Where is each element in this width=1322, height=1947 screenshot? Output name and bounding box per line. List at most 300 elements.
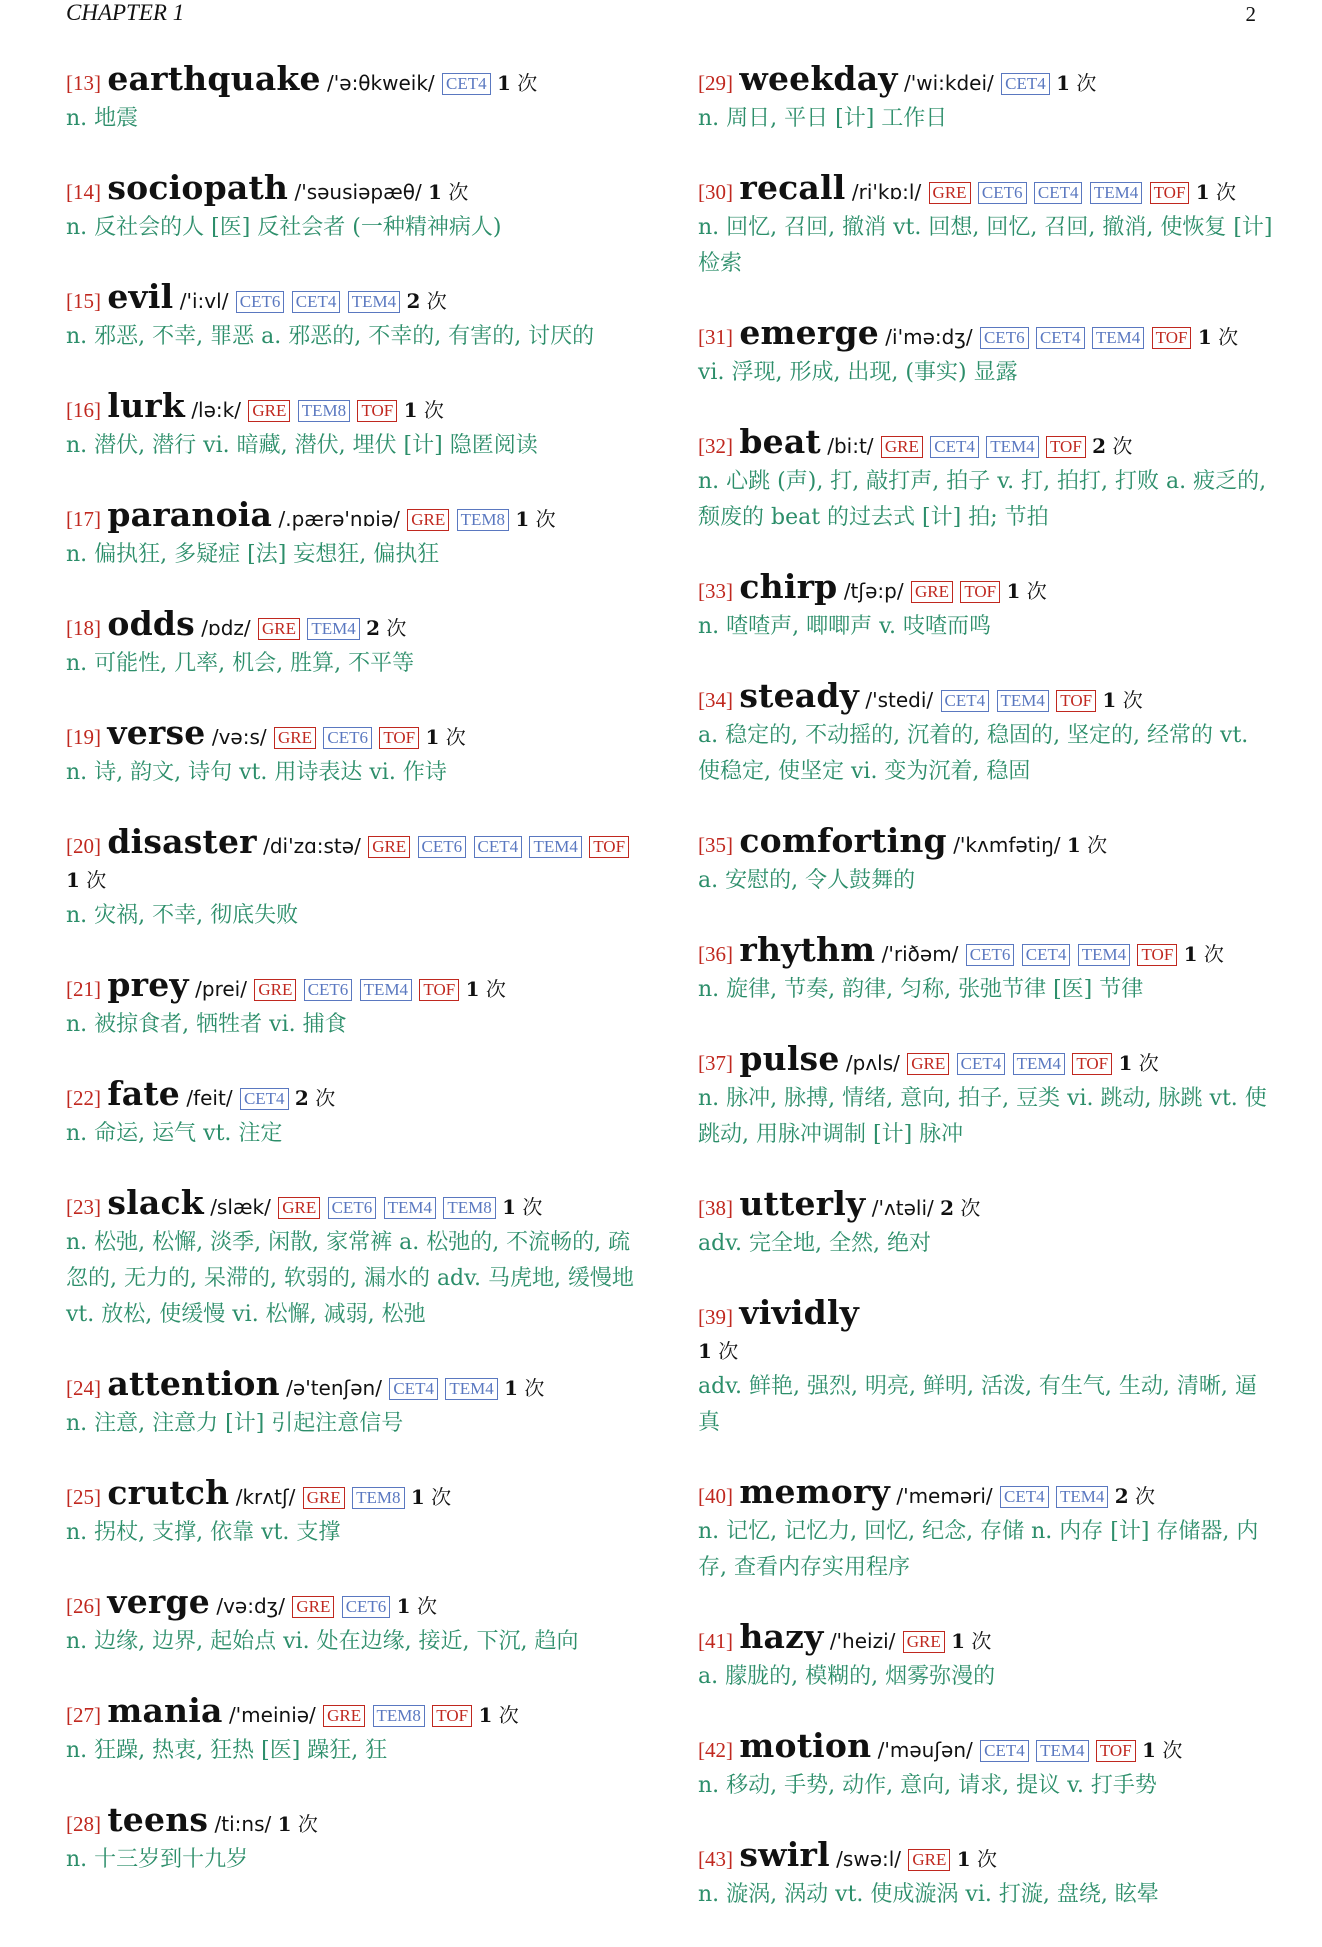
entry-definition: n. 拐杖, 支撑, 依靠 vt. 支撑 bbox=[66, 1520, 341, 1545]
exam-tag: TEM4 bbox=[529, 836, 581, 858]
entry-index: [35] bbox=[698, 833, 733, 857]
entry-phonetic: /və:s/ bbox=[211, 725, 267, 749]
occurrence-unit: 次 bbox=[1203, 942, 1224, 966]
occurrence-unit: 次 bbox=[386, 616, 407, 640]
exam-tag: GRE bbox=[323, 1705, 365, 1727]
chapter-title: CHAPTER 1 bbox=[66, 0, 185, 25]
entry-index: [21] bbox=[66, 977, 101, 1001]
vocab-entry bbox=[698, 1293, 1273, 1441]
exam-tag: CET6 bbox=[304, 979, 353, 1001]
entry-phonetic: /krʌtʃ/ bbox=[235, 1485, 296, 1509]
entry-word: odds bbox=[107, 604, 195, 643]
exam-tag: TEM4 bbox=[445, 1378, 497, 1400]
entry-phonetic: /slæk/ bbox=[210, 1195, 271, 1219]
exam-tag: TEM8 bbox=[352, 1487, 404, 1509]
entry-phonetic: /'meməri/ bbox=[896, 1484, 993, 1508]
exam-tag: CET4 bbox=[957, 1053, 1006, 1075]
occurrence-unit: 次 bbox=[535, 507, 556, 531]
vocab-entry bbox=[698, 567, 1273, 645]
entry-definition: n. 反社会的人 [医] 反社会者 (一种精神病人) bbox=[66, 215, 502, 240]
exam-tag: TEM4 bbox=[384, 1197, 436, 1219]
entry-index: [32] bbox=[698, 434, 733, 458]
entry-definition: n. 可能性, 几率, 机会, 胜算, 不平等 bbox=[66, 651, 415, 676]
entry-index: [40] bbox=[698, 1484, 733, 1508]
exam-tag: TEM4 bbox=[1090, 182, 1142, 204]
entry-word: evil bbox=[107, 277, 174, 316]
entry-definition: n. 灾祸, 不幸, 彻底失败 bbox=[66, 903, 299, 928]
occurrence-count: 1 bbox=[497, 71, 511, 95]
exam-tag: TOF bbox=[1072, 1053, 1112, 1075]
vocab-entry bbox=[66, 1074, 646, 1152]
entry-headline bbox=[66, 59, 646, 100]
occurrence-count: 1 bbox=[465, 977, 480, 1001]
vocab-entry bbox=[66, 822, 646, 934]
exam-tag: TOF bbox=[432, 1705, 472, 1727]
vocab-entry bbox=[698, 59, 1273, 137]
occurrence-count: 2 bbox=[406, 289, 421, 313]
entry-index: [20] bbox=[66, 834, 101, 858]
entry-word: comforting bbox=[739, 821, 947, 860]
exam-tag: GRE bbox=[881, 436, 923, 458]
exam-tag: GRE bbox=[407, 509, 449, 531]
entry-index: [27] bbox=[66, 1703, 101, 1727]
entry-index: [42] bbox=[698, 1738, 733, 1762]
exam-tag: CET4 bbox=[1001, 73, 1050, 95]
exam-tag: TOF bbox=[1046, 436, 1086, 458]
exam-tag: TEM8 bbox=[443, 1197, 495, 1219]
occurrence-count: 1 bbox=[403, 398, 418, 422]
entry-index: [16] bbox=[66, 398, 101, 422]
entry-headline bbox=[698, 422, 1273, 463]
entry-word: slack bbox=[107, 1183, 204, 1222]
entry-word: mania bbox=[107, 1691, 223, 1730]
exam-tag: TEM4 bbox=[348, 291, 400, 313]
occurrence-unit: 次 bbox=[977, 1847, 998, 1871]
exam-tag: GRE bbox=[303, 1487, 345, 1509]
exam-tag: TEM4 bbox=[1056, 1486, 1108, 1508]
entry-definition: n. 周日, 平日 [计] 工作日 bbox=[698, 106, 948, 131]
entry-headline bbox=[66, 1800, 646, 1841]
entry-phonetic: /'meiniə/ bbox=[228, 1703, 316, 1727]
entry-definition: n. 回忆, 召回, 撤消 vt. 回想, 回忆, 召回, 撤消, 使恢复 [计] 检索 bbox=[698, 215, 1273, 276]
entry-phonetic: /tʃə:p/ bbox=[843, 579, 904, 603]
occurrence-unit: 次 bbox=[1162, 1738, 1183, 1762]
entry-phonetic: /bi:t/ bbox=[827, 434, 874, 458]
occurrence-count: 1 bbox=[1102, 688, 1117, 712]
vocab-entry bbox=[66, 386, 646, 464]
exam-tag: CET4 bbox=[240, 1088, 289, 1110]
entry-phonetic: /ri'kɒ:l/ bbox=[851, 180, 922, 204]
exam-tag: CET6 bbox=[323, 727, 372, 749]
page-number: 2 bbox=[1245, 2, 1256, 26]
vocab-entry bbox=[66, 168, 646, 246]
entry-index: [19] bbox=[66, 725, 101, 749]
entry-headline bbox=[698, 168, 1273, 209]
exam-tag: TEM4 bbox=[997, 690, 1049, 712]
entry-definition: a. 安慰的, 令人鼓舞的 bbox=[698, 868, 916, 893]
exam-tag: GRE bbox=[908, 1849, 950, 1871]
vocab-entry bbox=[66, 965, 646, 1043]
occurrence-count: 1 bbox=[1183, 942, 1198, 966]
entry-word: lurk bbox=[107, 386, 185, 425]
exam-tag: CET4 bbox=[980, 1740, 1029, 1762]
left-column bbox=[66, 59, 646, 1912]
exam-tag: GRE bbox=[248, 400, 290, 422]
entry-headline bbox=[66, 1691, 646, 1732]
entry-word: crutch bbox=[107, 1473, 230, 1512]
entry-definition: n. 松弛, 松懈, 淡季, 闲散, 家常裤 a. 松弛的, 不流畅的, 疏忽的, 无力的, 呆滞的, 软弱的, 漏水的 adv. 马虎地, 缓慢地 vt. 放松, 使缓慢 vi. 松懈, 减弱, 松弛 bbox=[66, 1230, 634, 1327]
occurrence-unit: 次 bbox=[1218, 325, 1239, 349]
occurrence-count: 1 bbox=[698, 1339, 712, 1363]
vocab-entry bbox=[66, 713, 646, 791]
entry-index: [30] bbox=[698, 180, 733, 204]
vocab-entry bbox=[66, 1800, 646, 1878]
exam-tag: TEM4 bbox=[1092, 327, 1144, 349]
entry-phonetic: /i'mə:dʒ/ bbox=[885, 325, 973, 349]
entry-word: verge bbox=[107, 1582, 210, 1621]
occurrence-unit: 次 bbox=[971, 1629, 992, 1653]
entry-headline bbox=[698, 1293, 1273, 1368]
exam-tag: CET4 bbox=[941, 690, 990, 712]
entry-word: fate bbox=[107, 1074, 180, 1113]
entry-definition: n. 脉冲, 脉搏, 情绪, 意向, 拍子, 豆类 vi. 跳动, 脉跳 vt. 使跳动, 用脉冲调制 [计] 脉冲 bbox=[698, 1086, 1267, 1147]
entry-word: beat bbox=[739, 422, 821, 461]
exam-tag: CET6 bbox=[342, 1596, 391, 1618]
occurrence-count: 1 bbox=[277, 1812, 292, 1836]
vocab-entry bbox=[698, 422, 1273, 536]
entry-index: [28] bbox=[66, 1812, 101, 1836]
vocab-entry bbox=[698, 1617, 1273, 1695]
entry-word: steady bbox=[739, 676, 860, 715]
occurrence-count: 1 bbox=[1195, 180, 1210, 204]
entry-index: [34] bbox=[698, 688, 733, 712]
entry-word: hazy bbox=[739, 1617, 824, 1656]
entry-index: [14] bbox=[66, 180, 101, 204]
entry-phonetic: /lə:k/ bbox=[191, 398, 241, 422]
entry-definition: n. 边缘, 边界, 起始点 vi. 处在边缘, 接近, 下沉, 趋向 bbox=[66, 1629, 579, 1654]
exam-tag: TEM4 bbox=[986, 436, 1038, 458]
entry-word: emerge bbox=[739, 313, 879, 352]
entry-headline bbox=[66, 965, 646, 1006]
exam-tag: TEM4 bbox=[1013, 1053, 1065, 1075]
exam-tag: CET4 bbox=[389, 1378, 438, 1400]
occurrence-count: 1 bbox=[478, 1703, 493, 1727]
entry-phonetic: /və:dʒ/ bbox=[216, 1594, 285, 1618]
entry-headline bbox=[698, 1726, 1273, 1767]
exam-tag: TOF bbox=[357, 400, 397, 422]
entry-index: [38] bbox=[698, 1196, 733, 1220]
entry-phonetic: /'səusiəpæθ/ bbox=[294, 180, 422, 204]
vocab-entry bbox=[698, 1039, 1273, 1153]
exam-tag: GRE bbox=[368, 836, 410, 858]
occurrence-unit: 次 bbox=[1122, 688, 1143, 712]
entry-index: [33] bbox=[698, 579, 733, 603]
exam-tag: CET6 bbox=[418, 836, 467, 858]
entry-phonetic: /'ə:θkweik/ bbox=[327, 71, 435, 95]
exam-tag: CET4 bbox=[1036, 327, 1085, 349]
occurrence-count: 1 bbox=[1006, 579, 1021, 603]
vocab-entry bbox=[66, 604, 646, 682]
entry-index: [23] bbox=[66, 1195, 101, 1219]
entry-index: [24] bbox=[66, 1376, 101, 1400]
vocab-entry bbox=[698, 676, 1273, 790]
exam-tag: TOF bbox=[379, 727, 419, 749]
exam-tag: TOF bbox=[1056, 690, 1096, 712]
entry-headline bbox=[698, 1472, 1273, 1513]
right-column bbox=[698, 59, 1273, 1947]
entry-headline bbox=[698, 59, 1273, 100]
exam-tag: GRE bbox=[903, 1631, 945, 1653]
vocab-entry bbox=[66, 1473, 646, 1551]
exam-tag: GRE bbox=[907, 1053, 949, 1075]
entry-definition: a. 稳定的, 不动摇的, 沉着的, 稳固的, 坚定的, 经常的 vt. 使稳定, 使坚定 vi. 变为沉着, 稳固 bbox=[698, 723, 1249, 784]
occurrence-count: 1 bbox=[502, 1195, 516, 1219]
entry-word: motion bbox=[739, 1726, 872, 1765]
exam-tag: TOF bbox=[419, 979, 459, 1001]
entry-index: [43] bbox=[698, 1847, 733, 1871]
occurrence-unit: 次 bbox=[416, 1594, 437, 1618]
entry-word: weekday bbox=[739, 59, 898, 98]
vocab-entry bbox=[66, 59, 646, 137]
occurrence-unit: 次 bbox=[485, 977, 506, 1001]
entry-index: [29] bbox=[698, 71, 733, 95]
entry-word: earthquake bbox=[107, 59, 321, 98]
exam-tag: CET4 bbox=[930, 436, 979, 458]
entry-phonetic: /feit/ bbox=[186, 1086, 233, 1110]
entry-definition: a. 朦胧的, 模糊的, 烟雾弥漫的 bbox=[698, 1664, 996, 1689]
vocab-entry bbox=[698, 821, 1273, 899]
entry-definition: n. 十三岁到十九岁 bbox=[66, 1847, 249, 1872]
exam-tag: CET6 bbox=[978, 182, 1027, 204]
exam-tag: CET4 bbox=[1000, 1486, 1049, 1508]
entry-definition: n. 注意, 注意力 [计] 引起注意信号 bbox=[66, 1411, 404, 1436]
exam-tag: GRE bbox=[929, 182, 971, 204]
exam-tag: TOF bbox=[1137, 944, 1177, 966]
vocab-entry bbox=[698, 313, 1273, 391]
entry-phonetic: /ti:ns/ bbox=[214, 1812, 272, 1836]
exam-tag: TEM4 bbox=[1078, 944, 1130, 966]
vocab-entry bbox=[66, 495, 646, 573]
vocab-entry bbox=[66, 1691, 646, 1769]
occurrence-unit: 次 bbox=[517, 71, 538, 95]
exam-tag: GRE bbox=[292, 1596, 334, 1618]
entry-word: sociopath bbox=[107, 168, 289, 207]
vocab-entry bbox=[698, 1726, 1273, 1804]
occurrence-count: 2 bbox=[294, 1086, 309, 1110]
occurrence-count: 1 bbox=[66, 868, 80, 892]
exam-tag: TEM8 bbox=[298, 400, 350, 422]
occurrence-count: 1 bbox=[956, 1847, 971, 1871]
entry-headline bbox=[66, 495, 646, 536]
entry-headline bbox=[698, 1835, 1273, 1876]
entry-headline bbox=[698, 1184, 1273, 1225]
entry-index: [13] bbox=[66, 71, 101, 95]
entry-phonetic: /'kʌmfətiŋ/ bbox=[953, 833, 1061, 857]
entry-definition: n. 旋律, 节奏, 韵律, 匀称, 张弛节律 [医] 节律 bbox=[698, 977, 1144, 1002]
entry-phonetic: /'heizi/ bbox=[829, 1629, 896, 1653]
entry-index: [37] bbox=[698, 1051, 733, 1075]
entry-definition: adv. 鲜艳, 强烈, 明亮, 鲜明, 活泼, 有生气, 生动, 清晰, 逼真 bbox=[698, 1374, 1257, 1435]
entry-definition: adv. 完全地, 全然, 绝对 bbox=[698, 1231, 931, 1256]
entry-definition: n. 记忆, 记忆力, 回忆, 纪念, 存储 n. 内存 [计] 存储器, 内存, 查看内存实用程序 bbox=[698, 1519, 1259, 1580]
entry-index: [31] bbox=[698, 325, 733, 349]
entry-headline bbox=[66, 713, 646, 754]
vocab-entry bbox=[66, 1364, 646, 1442]
entry-definition: n. 命运, 运气 vt. 注定 bbox=[66, 1121, 283, 1146]
entry-headline bbox=[698, 1617, 1273, 1658]
entry-headline bbox=[66, 386, 646, 427]
entry-headline bbox=[66, 1473, 646, 1514]
entry-phonetic: /'məuʃən/ bbox=[877, 1738, 973, 1762]
entry-index: [26] bbox=[66, 1594, 101, 1618]
exam-tag: CET4 bbox=[292, 291, 341, 313]
occurrence-count: 1 bbox=[504, 1376, 518, 1400]
exam-tag: GRE bbox=[274, 727, 316, 749]
occurrence-unit: 次 bbox=[448, 180, 469, 204]
occurrence-count: 2 bbox=[1092, 434, 1107, 458]
entry-definition: n. 狂躁, 热衷, 狂热 [医] 躁狂, 狂 bbox=[66, 1738, 388, 1763]
occurrence-unit: 次 bbox=[960, 1196, 981, 1220]
exam-tag: TOF bbox=[1150, 182, 1190, 204]
entry-headline bbox=[698, 1039, 1273, 1080]
page-header bbox=[66, 0, 1256, 30]
occurrence-unit: 次 bbox=[522, 1195, 543, 1219]
entry-phonetic: /'i:vl/ bbox=[179, 289, 229, 313]
entry-definition: n. 被掠食者, 牺牲者 vi. 捕食 bbox=[66, 1012, 347, 1037]
exam-tag: TEM4 bbox=[360, 979, 412, 1001]
exam-tag: TEM8 bbox=[457, 509, 509, 531]
occurrence-unit: 次 bbox=[1216, 180, 1237, 204]
exam-tag: GRE bbox=[254, 979, 296, 1001]
exam-tag: TOF bbox=[589, 836, 629, 858]
exam-tag: CET6 bbox=[966, 944, 1015, 966]
entry-headline bbox=[66, 822, 646, 897]
entry-index: [41] bbox=[698, 1629, 733, 1653]
exam-tag: TEM4 bbox=[1036, 1740, 1088, 1762]
entry-word: recall bbox=[739, 168, 846, 207]
entry-phonetic: /ə'tenʃən/ bbox=[286, 1376, 382, 1400]
occurrence-unit: 次 bbox=[423, 398, 444, 422]
entry-definition: n. 心跳 (声), 打, 敲打声, 拍子 v. 打, 拍打, 打败 a. 疲乏的, 颓废的 beat 的过去式 [计] 拍; 节拍 bbox=[698, 469, 1267, 530]
occurrence-unit: 次 bbox=[1112, 434, 1133, 458]
entry-word: paranoia bbox=[107, 495, 273, 534]
entry-headline bbox=[698, 821, 1273, 862]
entry-definition: n. 诗, 韵文, 诗句 vt. 用诗表达 vi. 作诗 bbox=[66, 760, 447, 785]
occurrence-count: 2 bbox=[1114, 1484, 1129, 1508]
occurrence-count: 1 bbox=[425, 725, 440, 749]
entry-word: prey bbox=[107, 965, 189, 1004]
entry-phonetic: /'riðəm/ bbox=[881, 942, 959, 966]
vocab-entry bbox=[698, 930, 1273, 1008]
entry-word: rhythm bbox=[739, 930, 876, 969]
occurrence-unit: 次 bbox=[431, 1485, 452, 1509]
entry-phonetic: /ɒdz/ bbox=[201, 616, 251, 640]
entry-headline bbox=[698, 313, 1273, 354]
entry-index: [36] bbox=[698, 942, 733, 966]
occurrence-unit: 次 bbox=[1135, 1484, 1156, 1508]
entry-definition: vi. 浮现, 形成, 出现, (事实) 显露 bbox=[698, 360, 1018, 385]
exam-tag: CET6 bbox=[236, 291, 285, 313]
occurrence-count: 1 bbox=[1197, 325, 1212, 349]
entry-headline bbox=[698, 930, 1273, 971]
entry-index: [15] bbox=[66, 289, 101, 313]
occurrence-count: 1 bbox=[428, 180, 442, 204]
exam-tag: TOF bbox=[1152, 327, 1192, 349]
entry-phonetic: /di'zɑ:stə/ bbox=[263, 834, 361, 858]
entry-headline bbox=[698, 567, 1273, 608]
entry-headline bbox=[698, 676, 1273, 717]
entry-headline bbox=[66, 1074, 646, 1115]
vocab-entry bbox=[698, 1835, 1273, 1913]
entry-index: [17] bbox=[66, 507, 101, 531]
occurrence-count: 1 bbox=[410, 1485, 425, 1509]
occurrence-unit: 次 bbox=[1076, 71, 1097, 95]
entry-index: [39] bbox=[698, 1305, 733, 1329]
entry-definition: n. 喳喳声, 唧唧声 v. 吱喳而鸣 bbox=[698, 614, 991, 639]
entry-headline bbox=[66, 168, 646, 209]
exam-tag: TOF bbox=[1096, 1740, 1136, 1762]
entry-word: teens bbox=[107, 1800, 209, 1839]
occurrence-unit: 次 bbox=[524, 1376, 545, 1400]
entry-word: memory bbox=[739, 1472, 890, 1511]
exam-tag: TEM8 bbox=[373, 1705, 425, 1727]
exam-tag: CET4 bbox=[442, 73, 491, 95]
occurrence-count: 1 bbox=[1118, 1051, 1133, 1075]
entry-word: pulse bbox=[739, 1039, 840, 1078]
entry-phonetic: /.pærə'nɒiə/ bbox=[278, 507, 400, 531]
entry-phonetic: /swə:l/ bbox=[836, 1847, 902, 1871]
occurrence-unit: 次 bbox=[718, 1339, 739, 1363]
exam-tag: CET4 bbox=[1034, 182, 1083, 204]
occurrence-unit: 次 bbox=[315, 1086, 336, 1110]
entry-phonetic: /prei/ bbox=[195, 977, 247, 1001]
vocab-entry bbox=[66, 1582, 646, 1660]
exam-tag: GRE bbox=[911, 581, 953, 603]
entry-definition: n. 地震 bbox=[66, 106, 139, 131]
occurrence-count: 1 bbox=[515, 507, 530, 531]
vocab-entry bbox=[66, 277, 646, 355]
entry-index: [25] bbox=[66, 1485, 101, 1509]
exam-tag: CET6 bbox=[980, 327, 1029, 349]
entry-word: disaster bbox=[107, 822, 257, 861]
entry-phonetic: /pʌls/ bbox=[845, 1051, 900, 1075]
entry-phonetic: /'wi:kdei/ bbox=[904, 71, 994, 95]
exam-tag: GRE bbox=[278, 1197, 320, 1219]
entry-word: verse bbox=[107, 713, 206, 752]
entry-definition: n. 偏执狂, 多疑症 [法] 妄想狂, 偏执狂 bbox=[66, 542, 440, 567]
occurrence-unit: 次 bbox=[86, 868, 107, 892]
vocab-entry bbox=[698, 1184, 1273, 1262]
entry-definition: n. 漩涡, 涡动 vt. 使成漩涡 vi. 打漩, 盘绕, 眩晕 bbox=[698, 1882, 1159, 1907]
entry-headline bbox=[66, 1364, 646, 1405]
entry-word: utterly bbox=[739, 1184, 866, 1223]
occurrence-count: 1 bbox=[1066, 833, 1081, 857]
occurrence-unit: 次 bbox=[1138, 1051, 1159, 1075]
entry-headline bbox=[66, 1183, 646, 1224]
vocab-entry bbox=[66, 1183, 646, 1333]
occurrence-unit: 次 bbox=[498, 1703, 519, 1727]
occurrence-count: 2 bbox=[366, 616, 381, 640]
occurrence-count: 1 bbox=[951, 1629, 966, 1653]
occurrence-count: 2 bbox=[940, 1196, 955, 1220]
entry-word: vividly bbox=[739, 1293, 859, 1332]
entry-word: attention bbox=[107, 1364, 280, 1403]
entry-phonetic: /'stedi/ bbox=[865, 688, 934, 712]
entry-index: [22] bbox=[66, 1086, 101, 1110]
exam-tag: CET4 bbox=[474, 836, 523, 858]
exam-tag: TEM4 bbox=[307, 618, 359, 640]
occurrence-count: 1 bbox=[396, 1594, 411, 1618]
